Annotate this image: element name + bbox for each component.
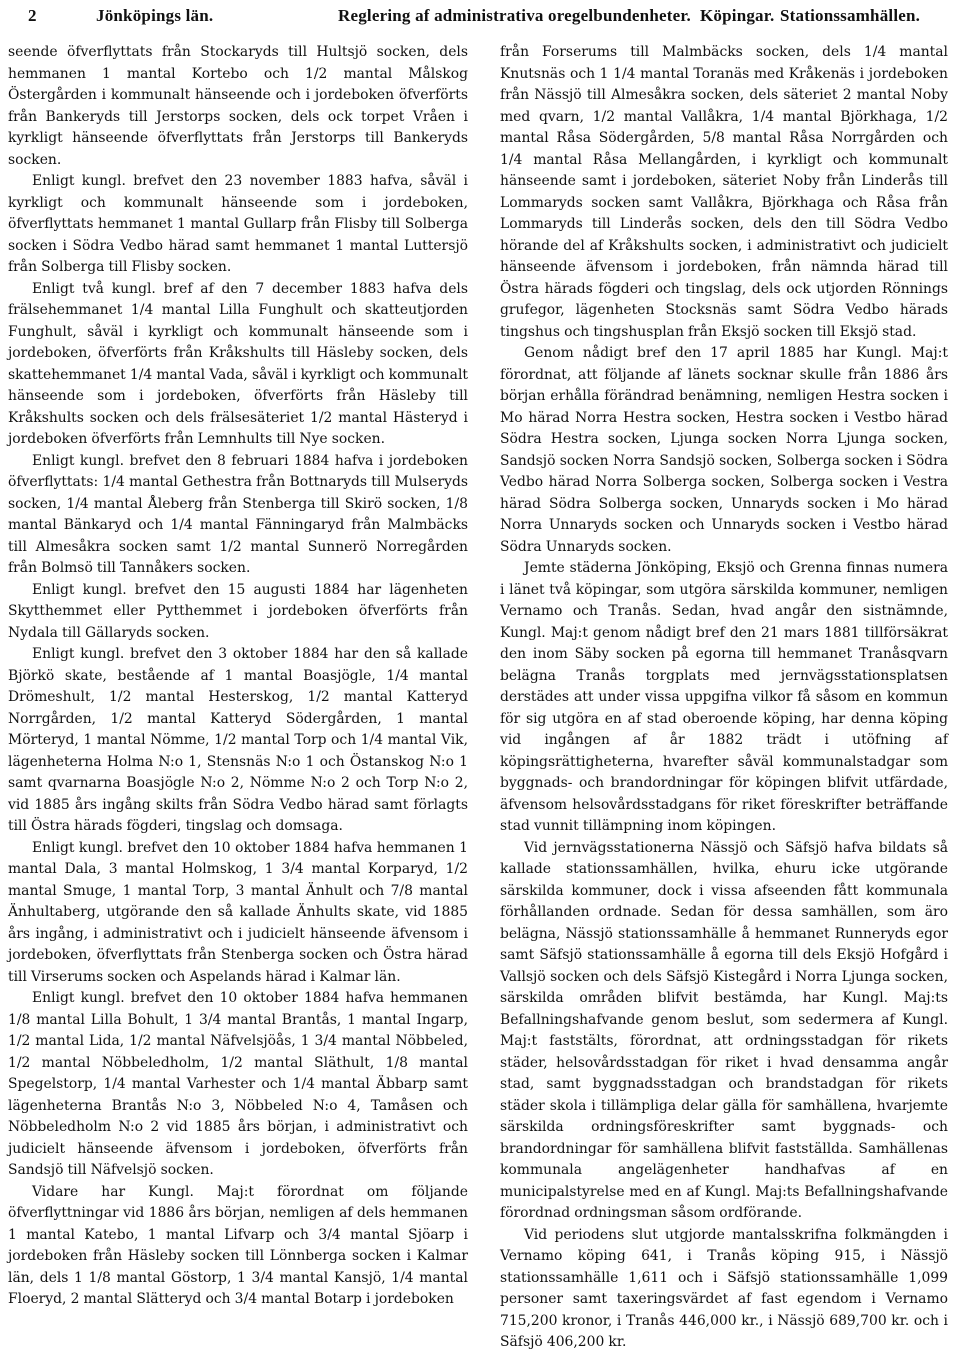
left-paragraph: Enligt kungl. brefvet den 10 oktober 1884 hafva hemmanen 1/8 mantal Lilla Bohult, 1 3/4 mantal Brantås, 1 mantal Ingarp, 1/2 mantal Lida, 1/2 mantal Näfvelsjöås, 1 3/4 mantal Nöbbeled, 1/2 mantal Nöbbeledholm, 1/2 mantal Släthult, 1/8 mantal Spegelstorp, 1/4 mantal Varhester och 1/4 mantal Äbbarp samt lägenheterna Brantås N:o 3, Nöbbeled N:o 4, Tamåsen och Nöbbeledholm N:o 2 vid 1885 års början, i administrativt och judicielt hänseende äfvensom i jordeboken, öfverförts från Sandsjö till Näfvelsjö socken. [8, 990, 468, 1178]
right-paragraph: från Forserums till Malmbäcks socken, dels 1/4 mantal Knutsnäs och 1 1/4 mantal Toranäs med Kråkenäs i jordeboken från Nässjö till Almesåkra socken, dels säteriet 2 mantal Noby med qvarn, 1/2 mantal Vallåkra, 1/4 mantal Björkhaga, 1/2 mantal Råsa Södergården, 5/8 mantal Råsa Norrgården och 1/4 mantal Råsa Mellangården, i kyrkligt och kommunalt hänseende samt i jordeboken, säteriet Noby från Linderås till Lommaryds socken samt Vallåkra, Björkhaga och Råsa från Lommaryds till Linderås socken, dels den till Södra Vedbo hörande del af Kråkshults socken, i administrativt och judicielt hänseende äfvensom i jordeboken, från nämnda härad till Östra härads fögderi och tingslag, dels ock utjorden Rönnings grufegor, lägenheten Stocksnäs samt Södra Vedbo härads tingshus och tingshusplan från Eksjö socken till Eksjö stad. [500, 44, 948, 340]
left-paragraph: Enligt två kungl. bref af den 7 december 1883 hafva dels frälsehemmanet 1/4 mantal Lilla Funghult och skatteutjorden Funghult, såväl i kyrkligt och kommunalt hänseende som i jordeboken, öfverförts från Kråkshults till Häsleby socken, dels skattehemmanet 1/4 mantal Vada, såväl i kyrkligt och kommunalt hänseende som i jordeboken, öfverförts från Häsleby till Kråkshults socken och dels frälsesäteriet 1/2 mantal Hästeryd i jordeboken öfverförts från Lemnhults till Nye socken. [8, 280, 468, 447]
county-title: Jönköpings län. [96, 6, 214, 25]
left-paragraph: Enligt kungl. brefvet den 23 november 1883 hafva, såväl i kyrkligt och kommunalt hänseende som i jordeboken, öfverflyttats hemmanet 1 mantal Gullarp från Flisby till Solberga socken i Södra Vedbo härad samt hemmanet 1 mantal Luttersjö från Solberga till Flisby socken. [8, 173, 468, 275]
subsection-title: Köpingar. [700, 6, 775, 25]
left-paragraph: seende öfverflyttats från Stockaryds till Hultsjö socken, dels hemmanen 1 mantal Kortebo och 1/2 mantal Målskog Östergården i kommunalt hänseende och i jordeboken öfverförts från Bankeryds till Jerstorps socken, dels ock torpet Vråen i kyrkligt hänseende öfverflyttats från Jerstorps till Bankeryds socken. [8, 44, 468, 168]
left-paragraph: Enligt kungl. brefvet den 10 oktober 1884 hafva hemmanen 1 mantal Dala, 3 mantal Holmskog, 1 3/4 mantal Korparyd, 1/2 mantal Smuge, 1 mantal Torp, 3 mantal Änhult och 7/8 mantal Änhultaberg, utgörande den så kallade Änhults skate, vid 1885 års ingång, i administrativt och i judicielt hänseende äfvensom i jordeboken, öfverflyttats från Stenberga socken och Östra härad till Virserums socken och Aspelands härad i Kalmar län. [8, 839, 468, 985]
left-paragraph: Enligt kungl. brefvet den 15 augusti 1884 har lägenheten Skytthemmet eller Pytthemmet i jordeboken öfverförts från Nydala till Gällaryds socken. [8, 581, 468, 641]
right-paragraph: Jemte städerna Jönköping, Eksjö och Grenna finnas numera i länet två köpingar, som utgöra särskilda kommuner, nemligen Vernamo och Tranås. Sedan, hvad angår den sistnämnde, Kungl. Maj:t genom nådigt bref den 21 mars 1881 tillförsäkrat den inom Säby socken på egorna till hemmanet Tranåsqvarn belägna Tranås torgplats med jernvägsstationsplatsen derstädes att under vissa uppgifna vilkor få såsom en kommun för sig utgöra en af stad oberoende köping, har denna köping vid ingången af år 1882 trädt i utöfning af köpingsrättigheterna, hvarefter såväl kommunalstadgar som byggnads- och brandordningar för köpingen blifvit utfärdade, äfvensom helsovårdsstadgans för riket föreskrifter beträffande stad vunnit tillämpning inom köpingen. [500, 560, 948, 834]
right-paragraph: Vid jernvägsstationerna Nässjö och Säfsjö hafva bildats så kallade stationssamhällen, hvilka, ehuru icke utgörande särskilda kommuner, dock i vissa afseenden fått kommunala förhållanden ordnade. Sedan för dessa samhällen, som äro belägna, Nässjö stationssamhälle å hemmanet Runneryds egor samt Säfsjö stationssamhälle å egorna till dels Eksjö Hofgård i Vallsjö socken och dels Säfsjö Kistegård i Norra Ljunga socken, särskilda områden blifvit bestämda, har Kungl. Maj:ts Befallningshafvande genom beslut, som sedermera af Kungl. Maj:t faststälts, förordnat, att ordningsstadgan för rikets städer, helsovårdsstadgan för riket i hvad densamma angår stad, samt byggnadsstadgan och brandstadgan för rikets städer skola i tillämpliga delar gälla för samhällena, hvarjemte särskilda ordningsföreskrifter samt byggnads- och brandordningar för samhällena blifvit fastställda. Samhällenas kommunala angelägenheter handhafvas af en municipalstyrelse med en af Kungl. Maj:ts Befallningshafvande förordnad ordningsman såsom ordförande. [500, 839, 948, 1221]
right-paragraph: Genom nådigt bref den 17 april 1885 har Kungl. Maj:t förordnat, att följande af länets socknar skulle från 1886 års början erhålla förändrad benämning, nemligen Hestra socken i Mo härad Norra Hestra socken, Hestra socken i Vestbo härad Södra Hestra socken, Ljunga socken Norra Ljunga socken, Sandsjö socken Norra Sandsjö socken, Solberga socken i Södra Vedbo härad Norra Solberga socken, Solberga socken i Vestra härad Södra Solberga socken, Unnaryds socken i Mo härad Norra Unnaryds socken och Unnaryds socken i Vestbo härad Södra Unnaryds socken. [500, 345, 948, 555]
left-column [8, 42, 468, 1311]
subsection-title-2: Stationssamhällen. [780, 6, 921, 25]
left-paragraph: Enligt kungl. brefvet den 3 oktober 1884 har den så kallade Björkö skate, bestående af 1 mantal Boasjögle, 1/4 mantal Drömeshult, 1/2 mantal Hesterskog, 1/2 mantal Katteryd Norrgården, 1/2 mantal Katteryd Södergården, 1 mantal Mörteryd, 1 mantal Nömme, 1/2 mantal Torp och 1/4 mantal Vik, lägenheterna Holma N:o 1, Stensnäs N:o 1 och Östanskog N:o 1 samt qvarnarna Boasjögle N:o 2, Nömme N:o 2 och Torp N:o 2, vid 1885 års ingång skilts från Södra Vedbo härad samt förlagts till Östra härads fögderi, tingslag och domsaga. [8, 646, 468, 834]
left-paragraph: Enligt kungl. brefvet den 8 februari 1884 hafva i jordeboken öfverflyttats: 1/4 mantal Gethestra från Bottnaryds till Mulseryds socken, 1/4 mantal Åleberg från Stenberga till Skirö socken, 1/8 mantal Bänkaryd och 1/4 mantal Fänningaryd från Malmbäcks till Almesåkra socken samt 1/2 mantal Sunnerö Norregården från Bolmsö till Tannåkers socken. [8, 452, 468, 576]
left-paragraph: Vidare har Kungl. Maj:t förordnat om följande öfverflyttningar vid 1886 års början, nemligen af dels hemmanen 1 mantal Katebo, 1 mantal Lifvarp och 3/4 mantal Sjöarp i jordeboken från Häsleby socken till Lönnberga socken i Kalmar län, dels 1 1/8 mantal Göstorp, 1 3/4 mantal Kansjö, 1/4 mantal Floeryd, 2 mantal Slätteryd och 3/4 mantal Botarp i jordeboken [8, 1183, 468, 1307]
section-title: Reglering af administrativa oregelbundenheter. [338, 6, 691, 25]
page-header [20, 6, 940, 32]
right-column [500, 42, 948, 1354]
right-paragraph: Vid periodens slut utgjorde mantalsskrifna folkmängden i Vernamo köping 641, i Tranås köping 915, i Nässjö stationssamhälle 1,611 och i Säfsjö stationssamhälle 1,099 personer samt taxeringsvärdet af fast egendom i Vernamo 715,200 kronor, i Tranås 446,000 kr., i Nässjö 689,700 kr. och i Säfsjö 406,200 kr. [500, 1226, 948, 1350]
page-number: 2 [28, 6, 37, 25]
